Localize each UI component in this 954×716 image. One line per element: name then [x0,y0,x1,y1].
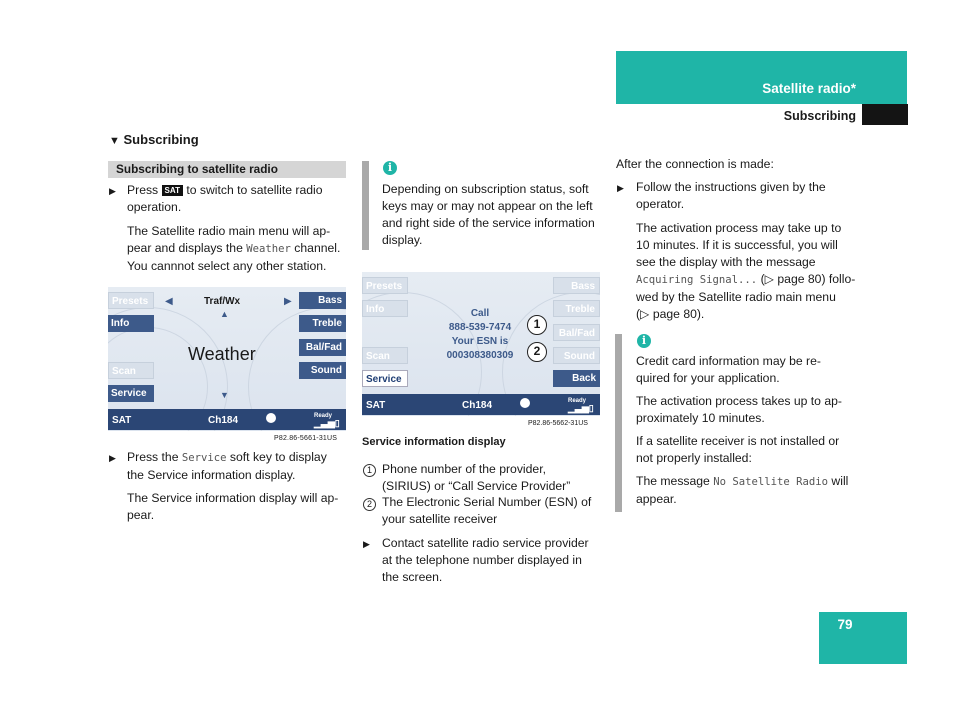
disc-icon [520,398,530,408]
arrow-up-icon[interactable]: ▲ [220,309,229,319]
legend-item-esn: The Electronic Serial Number (ESN) of your satellite receiver [382,495,592,526]
softkey-info[interactable]: Info [108,315,154,332]
arrow-right-icon[interactable]: ▶ [284,296,292,307]
category-label: Traf/Wx [204,296,241,307]
subsection-bar: Subscribing to satellite radio [108,161,346,178]
softkey-balfad[interactable]: Bal/Fad [553,324,600,341]
step-follow-instructions: Follow the instructions given by the operator. [636,180,826,211]
arrow-down-icon[interactable]: ▼ [220,390,229,400]
arrow-left-icon[interactable]: ◀ [165,296,173,307]
legend-item-phone: Phone number of the provider, (SIRIUS) or “Call Service Provider” [382,462,571,493]
paragraph-activation: The activation process may take up to 10 minutes. If it is successful, you will see the display with the message Acquiring Signal... (▷ page 80) follo- wed by the Satellite radio main menu (▷ page 80). [636,221,856,321]
softkey-bass[interactable]: Bass [553,277,600,294]
screen-main-menu [108,287,346,431]
softkey-presets[interactable]: Presets [362,277,408,294]
status-bar: SAT Ch184 Ready ▁▃▅▯ [108,409,346,430]
esn-number: 000308380309 [446,350,514,361]
figure-caption: Service information display [362,436,506,448]
softkey-info[interactable]: Info [362,300,408,317]
paragraph-service-display: The Service information display will ap- pear. [127,491,339,522]
softkey-service[interactable]: Service [362,370,408,387]
signal-icon: ▁▃▅▯ [568,403,594,413]
item-number-1: 1 [363,461,376,478]
softkey-bass[interactable]: Bass [299,292,346,309]
channel-name: Weather [188,344,256,364]
provider-phone: 888-539-7474 [448,322,512,333]
bullet-icon: ▶ [109,186,116,196]
info-icon: i [637,334,651,348]
info-icon: i [383,161,397,175]
page-subtitle: Subscribing [783,109,856,123]
softkey-presets[interactable]: Presets [108,292,154,309]
sat-key-icon: SAT [162,185,183,196]
connection-intro: After the connection is made: [616,157,774,171]
paragraph-main-menu: The Satellite radio main menu will ap- pear and displays the Weather channel. You cannnot select any other station. [127,224,341,273]
callout-2: 2 [527,342,547,362]
status-bar: SAT Ch184 Ready ▁▃▅▯ [362,394,600,415]
info-softkeys-note: Depending on subscription status, soft keys may or may not appear on the left and right side of the service information display. [382,182,595,247]
softkey-scan[interactable]: Scan [108,362,154,379]
info-sidebar [615,334,622,512]
step-press-sat: Press SAT to switch to satellite radio operation. [127,183,323,214]
info-sidebar [362,161,369,250]
disc-icon [266,413,276,423]
softkey-back[interactable]: Back [553,370,600,387]
page-title: Satellite radio* [762,81,856,96]
item-number-2: 2 [363,495,376,512]
softkey-service[interactable]: Service [108,385,154,402]
softkey-sound[interactable]: Sound [299,362,346,379]
bullet-icon: ▶ [109,453,116,463]
bullet-icon: ▶ [617,183,624,193]
service-text: Call 888-539-7474 Your ESN is 000308380309 [432,307,528,363]
section-title: ▼ Subscribing [109,132,199,147]
softkey-treble[interactable]: Treble [299,315,346,332]
softkey-scan[interactable]: Scan [362,347,408,364]
figure-code: P82.86-5661-31US [274,435,338,442]
info-activation-notes: Credit card information may be re- quired for your application. The activation process takes up to ap- proximately 10 minutes. If a satellite receiver is not installed or not properly installed: The message No Satellite Radio will appear. [636,354,849,506]
callout-1: 1 [527,315,547,335]
step-press-service: Press the Service soft key to display the Service information display. [127,450,327,482]
screen-service-info [362,272,600,416]
figure-code: P82.86-5662-31US [528,420,588,427]
triangle-down-icon: ▼ [109,135,120,147]
softkey-treble[interactable]: Treble [553,300,600,317]
softkey-balfad[interactable]: Bal/Fad [299,339,346,356]
signal-icon: ▁▃▅▯ [314,418,340,428]
softkey-sound[interactable]: Sound [553,347,600,364]
header-black-tab [862,104,908,125]
step-contact-provider: Contact satellite radio service provider at the telephone number displayed in the screen. [382,536,589,584]
bullet-icon: ▶ [363,539,370,549]
page-number: 79 [837,617,853,632]
